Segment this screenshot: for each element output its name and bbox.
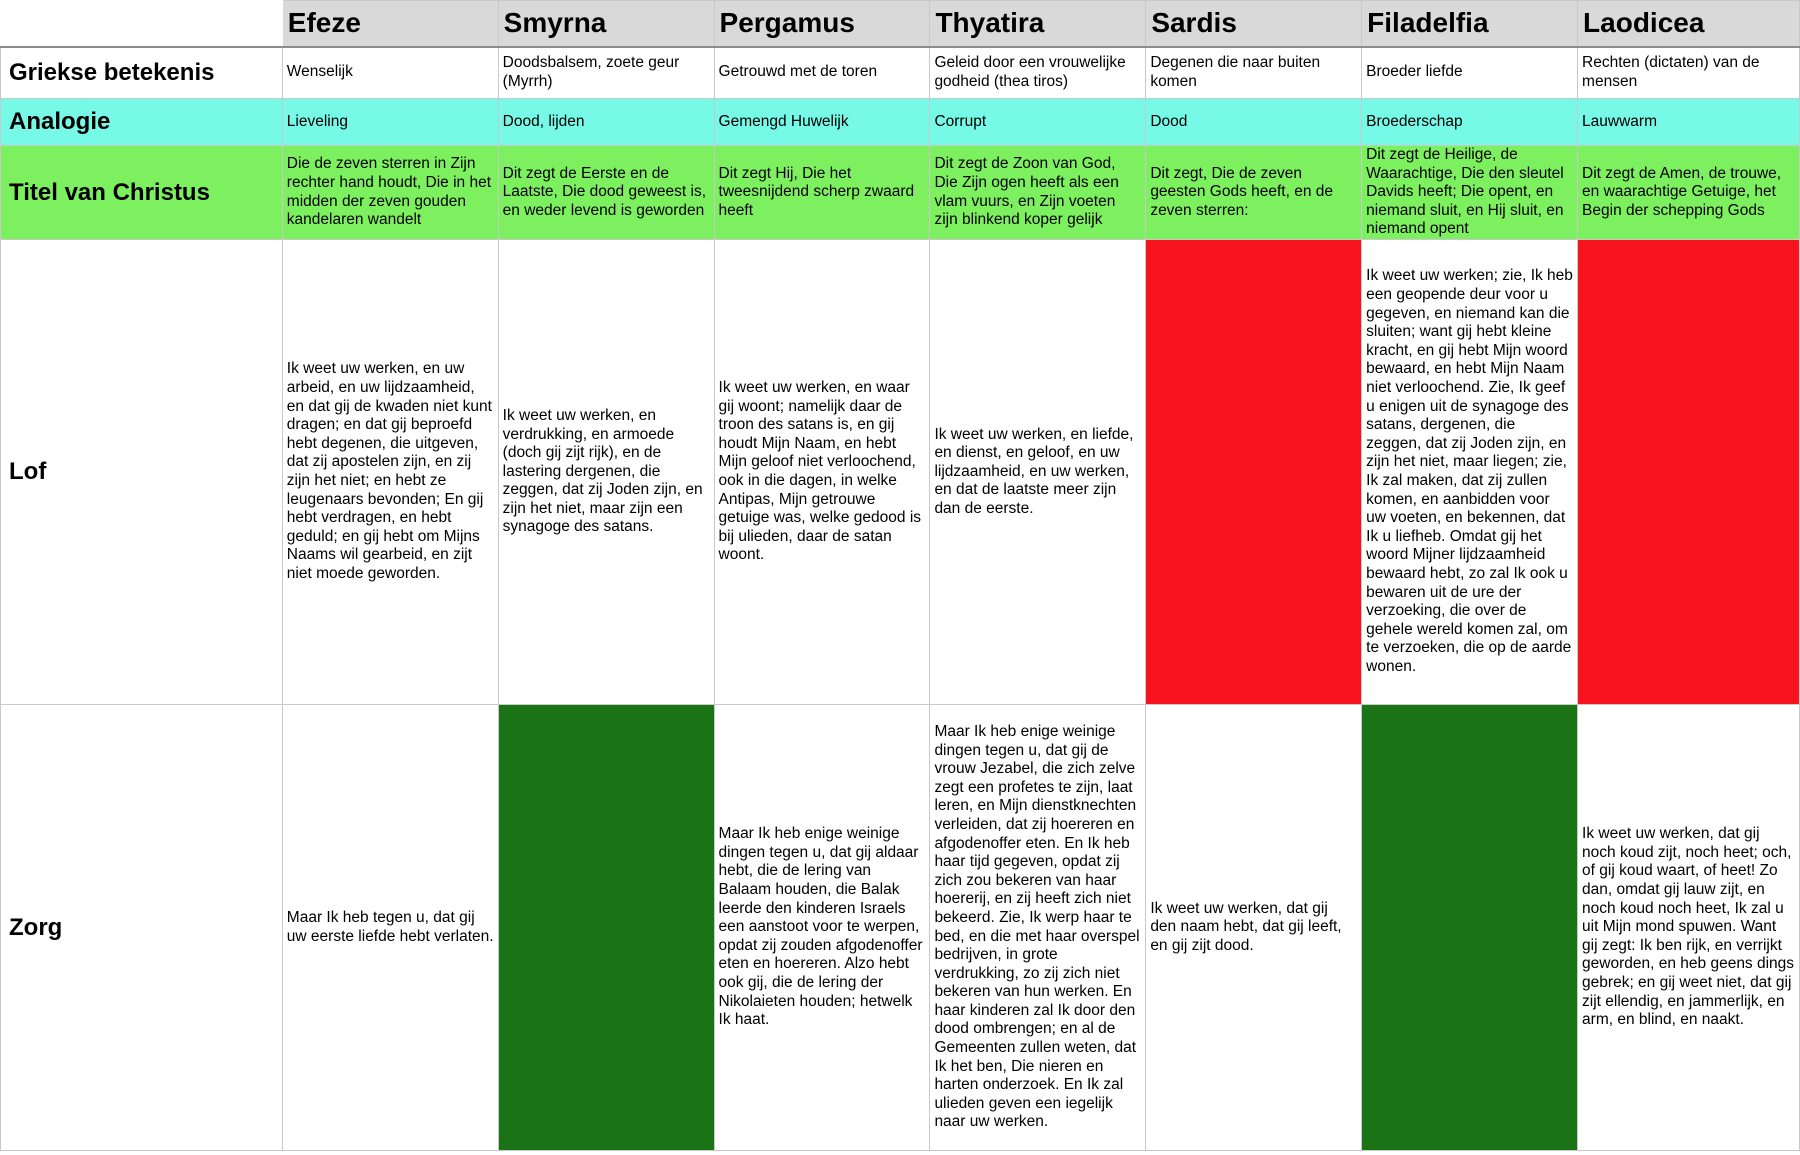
cell-analogie-pergamus[interactable]: Gemengd Huwelijk	[714, 99, 930, 146]
row-label-titel-van-christus[interactable]: Titel van Christus	[1, 146, 283, 240]
cell-grieks-smyrna[interactable]: Doodsbalsem, zoete geur (Myrrh)	[498, 47, 714, 99]
corner-cell[interactable]	[1, 1, 283, 47]
cell-zorg-sardis[interactable]: Ik weet uw werken, dat gij den naam hebt, dat gij leeft, en gij zijt dood.	[1146, 705, 1362, 1151]
cell-analogie-efeze[interactable]: Lieveling	[282, 99, 498, 146]
row-lof	[1, 240, 1800, 705]
row-label-lof[interactable]: Lof	[1, 240, 283, 705]
cell-analogie-filadelfia[interactable]: Broederschap	[1362, 99, 1578, 146]
cell-zorg-pergamus[interactable]: Maar Ik heb enige weinige dingen tegen u, dat gij aldaar hebt, die de lering van Balaam houden, die Balak leerde den kinderen Israels een aanstoot voor te werpen, opdat zij zouden afgodenoffer eten en hoereren. Alzo hebt ook gij, die de lering der Nikolaieten houden; hetwelk Ik haat.	[714, 705, 930, 1151]
column-header-thyatira[interactable]: Thyatira	[930, 1, 1146, 47]
cell-lof-sardis-empty-red[interactable]	[1146, 240, 1362, 705]
cell-analogie-laodicea[interactable]: Lauwwarm	[1578, 99, 1800, 146]
cell-analogie-smyrna[interactable]: Dood, lijden	[498, 99, 714, 146]
cell-lof-pergamus[interactable]: Ik weet uw werken, en waar gij woont; namelijk daar de troon des satans is, en gij houdt Mijn Naam, en hebt Mijn geloof niet verloochend, ook in die dagen, in welke Antipas, Mijn getrouwe getuige was, welke gedood is bij ulieden, daar de satan woont.	[714, 240, 930, 705]
cell-zorg-efeze[interactable]: Maar Ik heb tegen u, dat gij uw eerste liefde hebt verlaten.	[282, 705, 498, 1151]
cell-titel-efeze[interactable]: Die de zeven sterren in Zijn rechter hand houdt, Die in het midden der zeven gouden kandelaren wandelt	[282, 146, 498, 240]
cell-lof-thyatira[interactable]: Ik weet uw werken, en liefde, en dienst, en geloof, en uw lijdzaamheid, en uw werken, en dat de laatste meer zijn dan de eerste.	[930, 240, 1146, 705]
row-label-griekse-betekenis[interactable]: Griekse betekenis	[1, 47, 283, 99]
cell-titel-sardis[interactable]: Dit zegt, Die de zeven geesten Gods heeft, en de zeven sterren:	[1146, 146, 1362, 240]
cell-analogie-thyatira[interactable]: Corrupt	[930, 99, 1146, 146]
row-analogie	[1, 99, 1800, 146]
cell-zorg-smyrna-empty-green[interactable]	[498, 705, 714, 1151]
row-label-zorg[interactable]: Zorg	[1, 705, 283, 1151]
cell-zorg-filadelfia-empty-green[interactable]	[1362, 705, 1578, 1151]
cell-titel-thyatira[interactable]: Dit zegt de Zoon van God, Die Zijn ogen heeft als een vlam vuurs, en Zijn voeten zijn blinkend koper gelijk	[930, 146, 1146, 240]
cell-lof-laodicea-empty-red[interactable]	[1578, 240, 1800, 705]
cell-lof-filadelfia[interactable]: Ik weet uw werken; zie, Ik heb een geopende deur voor u gegeven, en niemand kan die sluiten; want gij hebt kleine kracht, en gij hebt Mijn woord bewaard, en hebt Mijn Naam niet verloochend. Zie, Ik geef u enigen uit de synagoge des satans, dergenen, die zeggen, dat zij Joden zijn, en zijn het niet, maar liegen; zie, Ik zal maken, dat zij zullen komen, en aanbidden voor uw voeten, en bekennen, dat Ik u liefheb. Omdat gij het woord Mijner lijdzaamheid bewaard hebt, zo zal Ik ook u bewaren uit de ure der verzoeking, die over de gehele wereld komen zal, om te verzoeken, die op de aarde wonen.	[1362, 240, 1578, 705]
cell-grieks-thyatira[interactable]: Geleid door een vrouwelijke godheid (thea tiros)	[930, 47, 1146, 99]
row-zorg	[1, 705, 1800, 1151]
column-header-filadelfia[interactable]: Filadelfia	[1362, 1, 1578, 47]
cell-grieks-laodicea[interactable]: Rechten (dictaten) van de mensen	[1578, 47, 1800, 99]
cell-lof-efeze[interactable]: Ik weet uw werken, en uw arbeid, en uw lijdzaamheid, en dat gij de kwaden niet kunt dragen; en dat gij beproefd hebt degenen, die uitgeven, dat zij apostelen zijn, en zij zijn het niet; en hebt ze leugenaars bevonden; En gij hebt verdragen, en hebt geduld; en gij hebt om Mijns Naams wil gearbeid, en zijt niet moede geworden.	[282, 240, 498, 705]
header-row	[1, 1, 1800, 47]
cell-zorg-laodicea[interactable]: Ik weet uw werken, dat gij noch koud zijt, noch heet; och, of gij koud waart, of heet! Zo dan, omdat gij lauw zijt, en noch koud noch heet, Ik zal u uit Mijn mond spuwen. Want gij zegt: Ik ben rijk, en verrijkt geworden, en heb geens dings gebrek; en gij weet niet, dat gij zijt ellendig, en jammerlijk, en arm, en blind, en naakt.	[1578, 705, 1800, 1151]
cell-titel-laodicea[interactable]: Dit zegt de Amen, de trouwe, en waarachtige Getuige, het Begin der schepping Gods	[1578, 146, 1800, 240]
cell-analogie-sardis[interactable]: Dood	[1146, 99, 1362, 146]
cell-grieks-efeze[interactable]: Wenselijk	[282, 47, 498, 99]
column-header-smyrna[interactable]: Smyrna	[498, 1, 714, 47]
cell-grieks-filadelfia[interactable]: Broeder liefde	[1362, 47, 1578, 99]
cell-titel-pergamus[interactable]: Dit zegt Hij, Die het tweesnijdend scherp zwaard heeft	[714, 146, 930, 240]
column-header-laodicea[interactable]: Laodicea	[1578, 1, 1800, 47]
row-label-analogie[interactable]: Analogie	[1, 99, 283, 146]
row-titel-van-christus	[1, 146, 1800, 240]
cell-lof-smyrna[interactable]: Ik weet uw werken, en verdrukking, en armoede (doch gij zijt rijk), en de lastering dergenen, die zeggen, dat zij Joden zijn, en zijn het niet, maar zijn een synagoge des satans.	[498, 240, 714, 705]
column-header-pergamus[interactable]: Pergamus	[714, 1, 930, 47]
column-header-sardis[interactable]: Sardis	[1146, 1, 1362, 47]
column-header-efeze[interactable]: Efeze	[282, 1, 498, 47]
cell-grieks-sardis[interactable]: Degenen die naar buiten komen	[1146, 47, 1362, 99]
cell-titel-smyrna[interactable]: Dit zegt de Eerste en de Laatste, Die dood geweest is, en weder levend is geworden	[498, 146, 714, 240]
row-griekse-betekenis	[1, 47, 1800, 99]
cell-zorg-thyatira[interactable]: Maar Ik heb enige weinige dingen tegen u, dat gij de vrouw Jezabel, die zich zelve zegt een profetes te zijn, laat leren, en Mijn dienstknechten verleiden, dat zij hoereren en afgodenoffer eten. En Ik heb haar tijd gegeven, opdat zij zich zou bekeren van haar hoererij, en zij heeft zich niet bekeerd. Zie, Ik werp haar te bed, en die met haar overspel bedrijven, in grote verdrukking, zo zij zich niet bekeren van hun werken. En haar kinderen zal Ik door den dood ombrengen; en al de Gemeenten zullen weten, dat Ik het ben, Die nieren en harten onderzoek. En Ik zal ulieden geven een iegelijk naar uw werken.	[930, 705, 1146, 1151]
cell-grieks-pergamus[interactable]: Getrouwd met de toren	[714, 47, 930, 99]
cell-titel-filadelfia[interactable]: Dit zegt de Heilige, de Waarachtige, Die den sleutel Davids heeft; Die opent, en niemand sluit, en Hij sluit, en niemand opent	[1362, 146, 1578, 240]
